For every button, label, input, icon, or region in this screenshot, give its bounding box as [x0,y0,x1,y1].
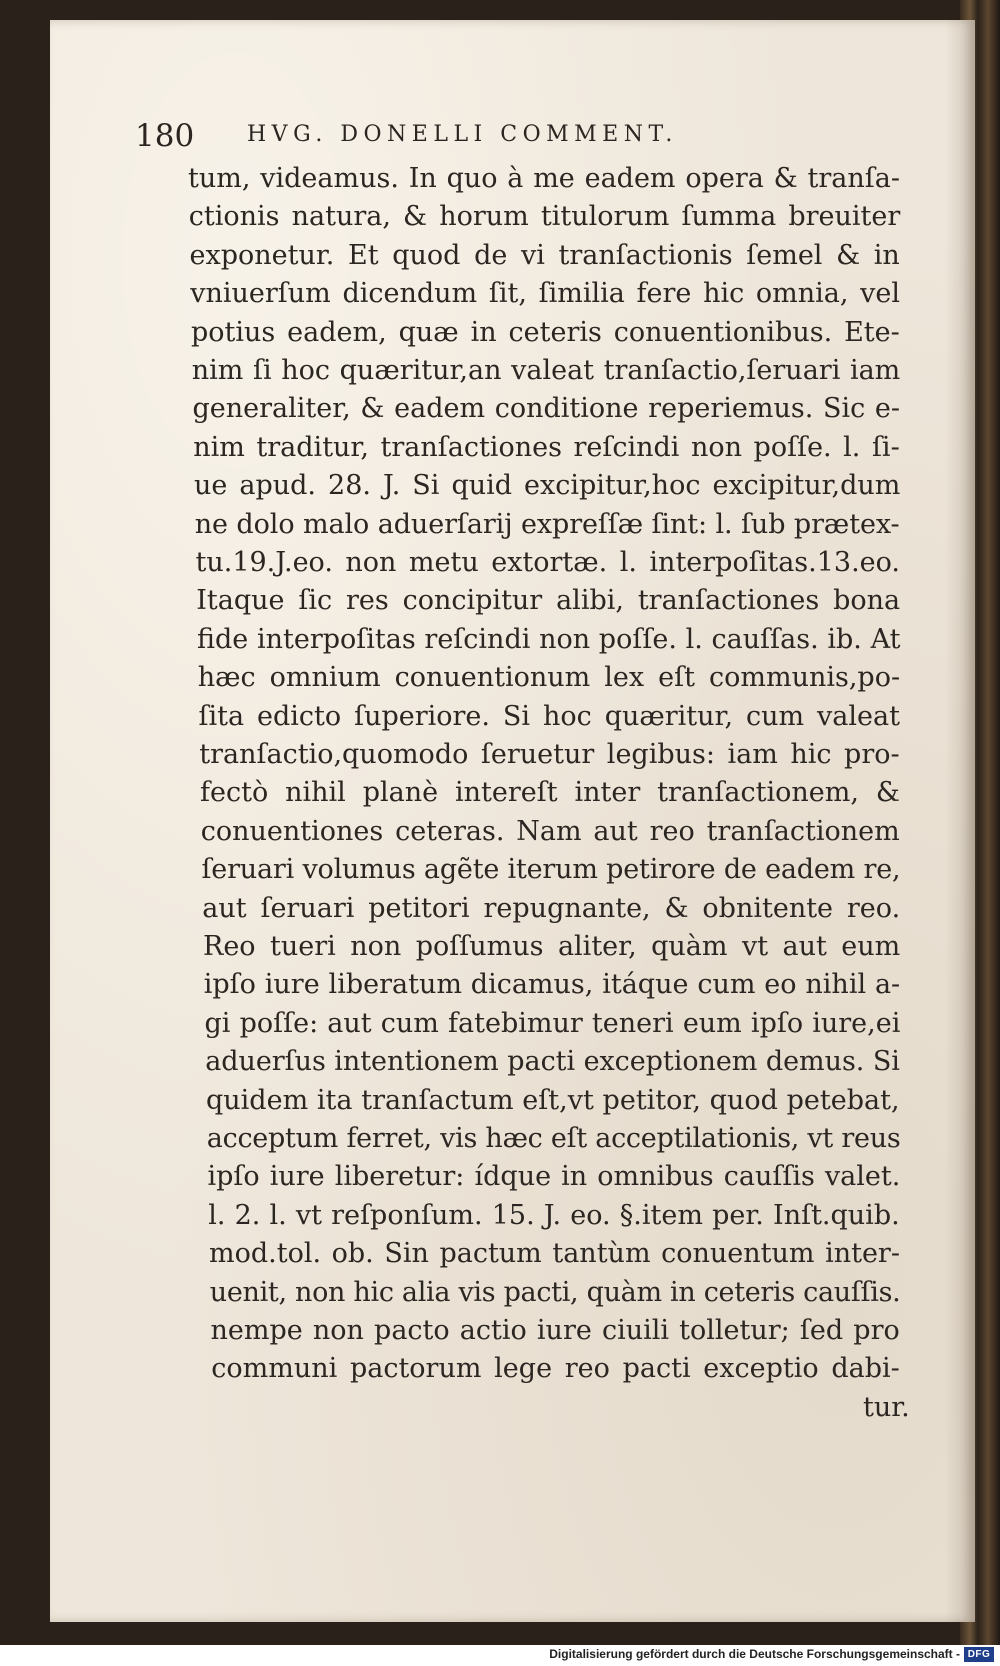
text-line: communi pactorum lege reo pacti exceptio dabi- [211,1353,900,1385]
text-line: exponetur. Et quod de vi tranſactionis ſemel & in [189,239,900,271]
text-line: ne dolo malo aduerſarij expreſſæ ſint: l. ſub prætex- [194,508,900,540]
text-line: nim ſi hoc quæritur,an valeat tranſactio,ſeruari iam [191,355,901,386]
text-line: l. 2. l. vt reſponſum. 15. J. eo. §.item per. Inſt.quib. [208,1199,900,1231]
text-line: fectò nihil planè intereſt inter tranſactionem, & [200,777,900,809]
text-line: tranſactio,quomodo ſeruetur legibus: iam hic pro- [199,739,900,770]
dfg-logo: DFG [964,1647,994,1662]
text-line: vniuerſum dicendum ſit, ſimilia fere hic omnia, vel [190,278,901,310]
text-line: tu.19.J.eo. non metu extortæ. l. interpoſitas.13.eo. [195,547,901,578]
text-line: ipſo iure liberatum dicamus, itáque cum eo nihil a- [203,969,901,1001]
text-line: mod.tol. ob. Sin pactum tantùm conuentum inter- [209,1238,900,1270]
text-line: aduerſus intentionem pacti exceptionem demus. Si [205,1046,900,1078]
text-line: acceptum ferret, vis hæc eſt acceptilationis, vt reus [206,1123,901,1154]
digitization-footer [0,1645,1000,1666]
text-line: nempe non pacto actio iure ciuili tolletur; ſed pro [210,1315,900,1346]
text-line: hæc omnium conuentionum lex eſt communis,po- [197,662,901,694]
text-line: ſita edicto ſuperiore. Si hoc quæritur, cum valeat [198,700,900,732]
funding-credit: Digitalisierung gefördert durch die Deutsche Forschungsgemeinschaft - [549,1647,960,1661]
text-line: quidem ita tranſactum eſt,vt petitor, quod petebat, [206,1084,900,1116]
text-line: aut ſeruari petitori repugnante, & obnitente reo. [202,892,901,924]
text-line: ipſo iure liberetur: ídque in omnibus cauſſis valet. [207,1161,901,1193]
text-line: nim traditur, tranſactiones reſcindi non poſſe. l. ſi- [193,431,900,463]
text-line: gi poſſe: aut cum fatebimur teneri eum ipſo iure,ei [204,1007,901,1039]
text-line: ſeruari volumus agẽte iterum petirore de eadem re, [201,854,901,886]
text-line: potius eadem, quæ in ceteris conuentionibus. Ete- [191,316,900,348]
text-line: ctionis natura, & horum titulorum ſumma breuiter [188,201,901,233]
text-line: uenit, non hic alia vis pacti, quàm in ceteris cauſſis. [209,1276,901,1308]
text-line: tum, videamus. In quo à me eadem opera & tranſa- [188,163,900,194]
text-line: Reo tueri non poſſumus aliter, quàm vt aut eum [203,931,901,962]
text-line: fide interpoſitas reſcindi non poſſe. l. cauſſas. ib. At [197,623,901,655]
text-line: tur. [863,1391,910,1423]
text-line: conuentiones ceteras. Nam aut reo tranſactionem [200,815,900,847]
running-head: HVG. DONELLI COMMENT. [247,122,678,147]
text-line: Itaque ſic res concipitur alibi, tranſactiones bona [196,585,901,617]
text-line: ue apud. 28. J. Si quid excipitur,hoc excipitur,dum [194,470,901,502]
text-line: generaliter, & eadem conditione reperiemus. Sic e- [192,393,900,425]
page-number: 180 [135,118,195,154]
